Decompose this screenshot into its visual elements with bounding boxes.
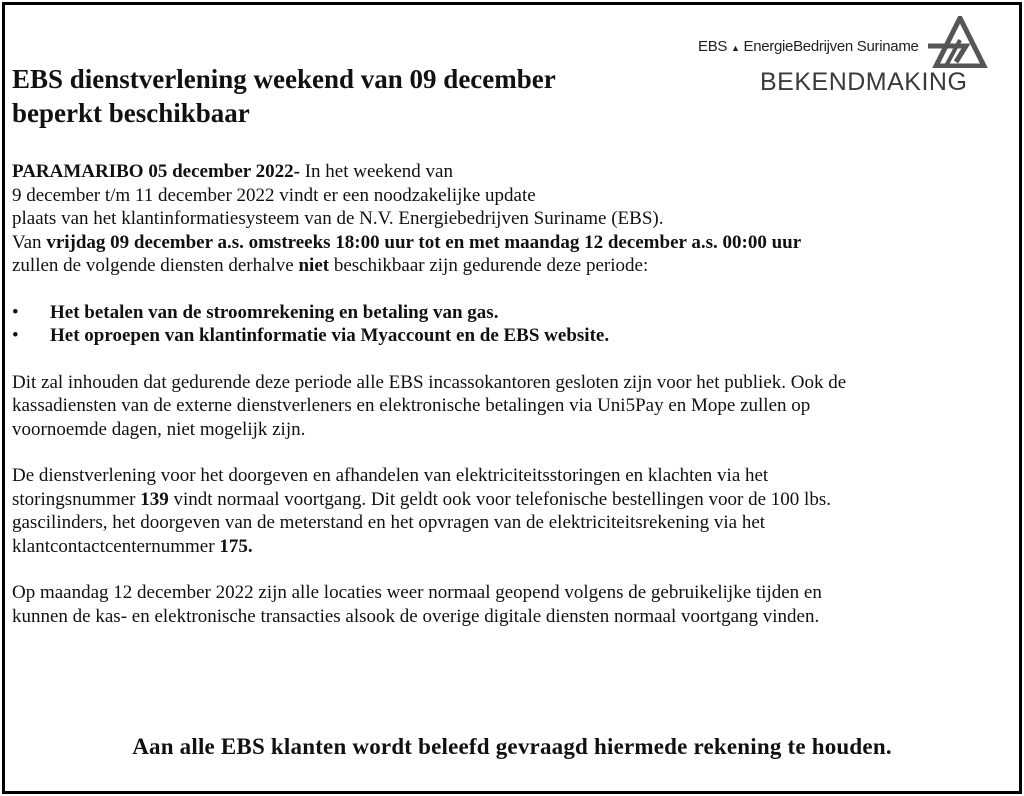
outage-period: vrijdag 09 december a.s. omstreeks 18:00 uur tot en met maandag 12 december a.s. 00:00 uur	[46, 231, 802, 253]
para2-line-3: gascilinders, het doorgeven van de meterstand en het opvragen van de elektriciteitsrekening via het	[12, 512, 766, 533]
ebs-logo	[690, 14, 995, 100]
logo-brand-line	[698, 38, 919, 55]
dateline: PARAMARIBO 05 december 2022-	[12, 161, 300, 182]
paragraph-reopening	[12, 581, 1012, 628]
phone-number-175: 175.	[219, 535, 253, 557]
para2-line-2a: storingsnummer	[12, 488, 141, 510]
paragraph-incasso	[12, 371, 1012, 442]
intro-text-4b: beschikbaar zijn gedurende deze periode:	[329, 255, 649, 276]
para2-line-1: De dienstverlening voor het doorgeven en afhandelen van elektriciteitsstoringen en klachten via het	[12, 465, 769, 486]
list-item: • Het betalen van de stroomrekening en betaling van gas.	[12, 301, 1012, 325]
ebs-triangle-logo-icon	[926, 16, 988, 68]
intro-text-2: 9 december t/m 11 december 2022 vindt er een noodzakelijke update	[12, 184, 536, 206]
paragraph-storingen	[12, 464, 1012, 558]
emphasis-niet: niet	[298, 255, 330, 276]
announcement-body	[12, 160, 1012, 628]
para3-line-2: kunnen de kas- en elektronische transacties alsook de overige digitale diensten normaal voortgang vinden.	[12, 605, 820, 627]
logo-brand-short: EBS	[698, 38, 728, 55]
intro-paragraph	[12, 160, 1012, 278]
para1-line-3: voornoemde dagen, niet mogelijk zijn.	[12, 418, 306, 440]
para2-line-2b: vindt normaal voortgang. Dit geldt ook voor telefonische bestellingen voor de 100 lbs.	[168, 488, 831, 510]
title-line-1: EBS dienstverlening weekend van 09 december	[12, 64, 556, 94]
para1-line-2: kassadiensten van de externe dienstverleners en elektronische betalingen via Uni5Pay en Mope zullen op	[12, 395, 811, 416]
logo-brand-full: EnergieBedrijven Suriname	[743, 38, 919, 55]
logo-separator-icon: ▲	[731, 43, 740, 53]
intro-text-4a: zullen de volgende diensten derhalve	[12, 255, 299, 276]
para2-line-4: klantcontactcenternummer	[12, 535, 220, 557]
page-title	[12, 62, 672, 130]
intro-text-1: In het weekend van	[299, 161, 453, 182]
closing-statement: Aan alle EBS klanten wordt beleefd gevraagd hiermede rekening te houden.	[132, 734, 892, 759]
phone-number-139: 139	[140, 488, 169, 510]
logo-section-label: BEKENDMAKING	[760, 68, 968, 96]
title-line-2: beperkt beschikbaar	[12, 98, 250, 128]
para3-line-1: Op maandag 12 december 2022 zijn alle locaties weer normaal geopend volgens de gebruikelijke tijden en	[12, 582, 822, 603]
para1-line-1: Dit zal inhouden dat gedurende deze periode alle EBS incassokantoren gesloten zijn voor het publiek. Ook de	[12, 371, 847, 393]
list-item: • Het oproepen van klantinformatie via Myaccount en de EBS website.	[12, 324, 1012, 348]
intro-van: Van	[12, 231, 47, 253]
intro-text-3: plaats van het klantinformatiesysteem van de N.V. Energiebedrijven Suriname (EBS).	[12, 208, 664, 229]
unavailable-services-list	[12, 301, 1012, 348]
